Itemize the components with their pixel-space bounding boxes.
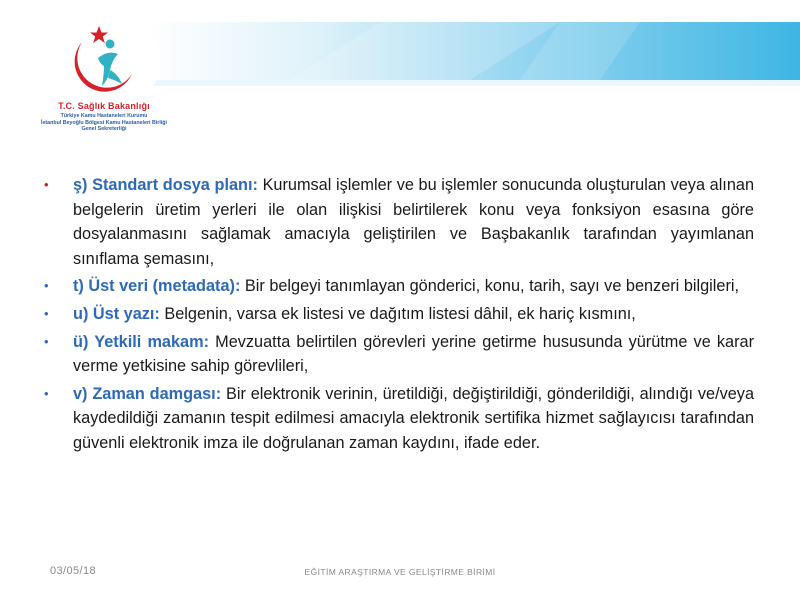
footer-unit-name: EĞİTİM ARAŞTIRMA VE GELİŞTİRME BİRİMİ bbox=[304, 567, 496, 577]
footer-date: 03/05/18 bbox=[50, 565, 97, 577]
definition-term: u) Üst yazı: bbox=[73, 304, 160, 323]
definition-text: Mevzuatta belirtilen görevleri yerine getirme hususunda yürütme ve karar verme yetkisine sahip görevlileri, bbox=[73, 332, 754, 376]
definition-list bbox=[44, 173, 754, 456]
definition-term: ü) Yetkili makam: bbox=[73, 332, 209, 351]
organization-line-3: Genel Sekreterliği bbox=[81, 126, 127, 132]
crescent-star-logo-icon bbox=[52, 14, 152, 102]
definition-text: Belgenin, varsa ek listesi ve dağıtım listesi dâhil, ek hariç kısmını, bbox=[159, 304, 636, 323]
bullet-icon: • bbox=[44, 177, 49, 192]
bullet-icon: • bbox=[44, 305, 49, 321]
bullet-icon: • bbox=[44, 333, 49, 349]
definition-term: v) Zaman damgası: bbox=[73, 384, 222, 403]
ministry-name: T.C. Sağlık Bakanlığı bbox=[58, 101, 150, 111]
ministry-logo bbox=[14, 14, 194, 139]
organization-line-2: İstanbul Beyoğlu Bölgesi Kamu Hastaneleri Birliği bbox=[41, 119, 167, 126]
bullet-icon: • bbox=[44, 385, 49, 401]
organization-lines bbox=[14, 113, 194, 133]
definition-term: t) Üst veri (metadata): bbox=[73, 277, 241, 296]
organization-line-1: Türkiye Kamu Hastaneleri Kurumu bbox=[60, 113, 148, 119]
list-item bbox=[44, 330, 754, 379]
list-item bbox=[44, 382, 754, 456]
bullet-icon: • bbox=[44, 278, 49, 294]
definition-term: ş) Standart dosya planı: bbox=[73, 176, 258, 194]
definition-text: Kurumsal işlemler ve bu işlemler sonucunda oluşturulan veya alınan belgelerin üretim yerleri ile olan ilişkisi belirtilerek konu veya fonksiyon esasına göre dosyalanmasını sağlamak amacıyla geliştirilen ve Başbakanlık tarafından yayımlanan sınıflama şemasını, bbox=[73, 176, 754, 268]
definition-text: Bir belgeyi tanımlayan gönderici, konu, tarih, sayı ve benzeri bilgileri, bbox=[240, 277, 740, 296]
definition-text: Bir elektronik verinin, üretildiği, değiştirildiği, gönderildiği, alındığı ve/veya kaydedildiği zamanın tespit edilmesi amacıyla elektronik sertifika hizmet sağlayıcısı tarafından güvenli elektronik imza ile doğrulanan zaman kaydını, ifade eder. bbox=[73, 384, 754, 452]
list-item bbox=[44, 302, 754, 327]
list-item bbox=[44, 173, 754, 271]
list-item bbox=[44, 274, 754, 299]
